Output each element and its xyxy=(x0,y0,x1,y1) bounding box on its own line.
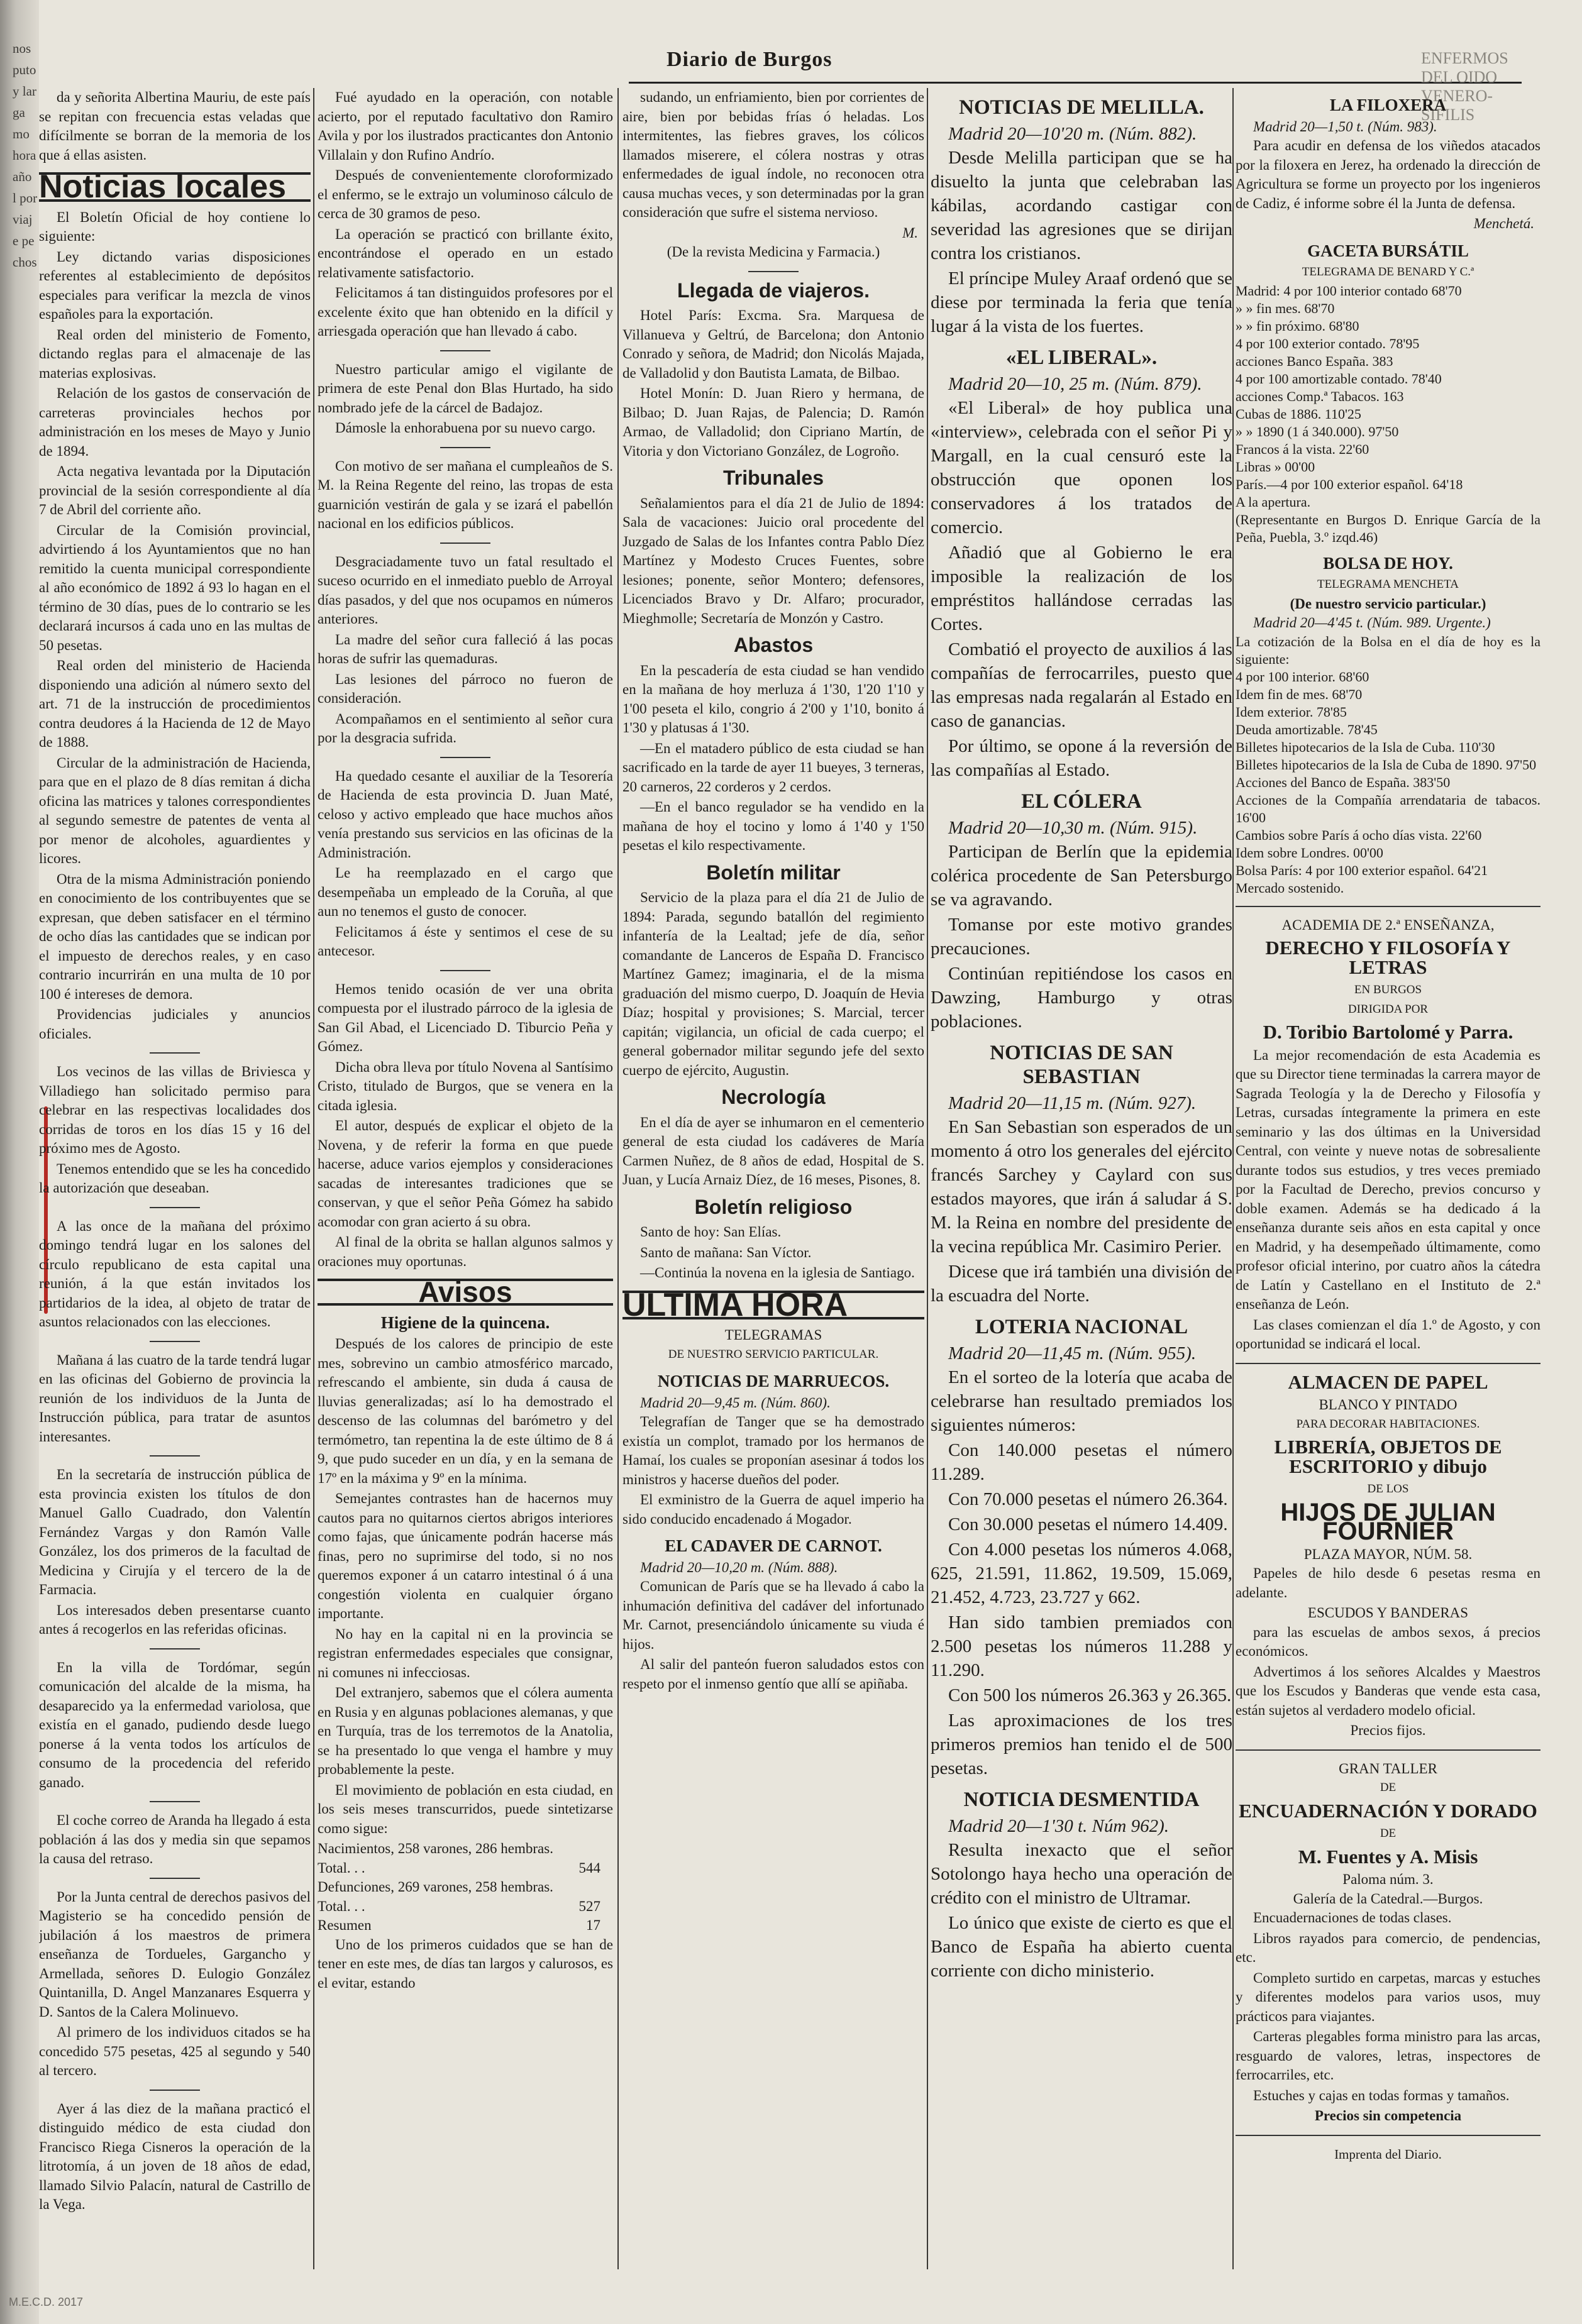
paragraph: da y señorita Albertina Mauriu, de este país se repitan con frecuencia estas veladas que difícilmente se borran de la memoria de los que á ellas asisten. xyxy=(39,89,311,163)
paragraph: Después de convenientemente cloroformizado el enfermo, se le extrajo un voluminoso cálculo de cerca de 30 gramos de peso. xyxy=(318,167,613,221)
separator-rule xyxy=(440,447,490,448)
separator-rule xyxy=(1236,1363,1541,1364)
advert-title: LIBRERÍA, OBJETOS DE ESCRITORIO y dibujo xyxy=(1274,1436,1502,1477)
paragraph: Real orden del ministerio de Fomento, dictando reglas para el almacenaje de las materias explosivas. xyxy=(39,326,311,381)
paragraph: La operación se practicó con brillante éxito, encontrándose el operado en un estado relativamente satisfactorio. xyxy=(318,226,613,280)
paragraph: Ayer á las diez de la mañana practicó el distinguido médico de esta ciudad don Francisco Riega Cisneros la operación de la litrotomía, á un joven de 18 años de edad, llamado Silvio Palacín, natural de Castrillo de la Vega. xyxy=(39,2100,311,2212)
section-heading: Noticias locales xyxy=(39,172,311,202)
statistics-label: Resumen xyxy=(318,1917,372,1933)
quotation-line: (Representante en Burgos D. Enrique García de la Peña, Puebla, 3.º izqd.46) xyxy=(1236,511,1541,545)
paragraph: Resulta inexacto que el señor Sotolongo haya hecho una operación de crédito con el ministro de Ultramar. xyxy=(931,1840,1232,1908)
news-headline: EL CÓLERA xyxy=(1021,790,1142,813)
dateline: Madrid 20—1'30 t. Núm 962). xyxy=(948,1816,1169,1836)
paragraph: Relación de los gastos de conservación de carreteras provinciales hechos por administración en los meses de Mayo y Junio de 1894. xyxy=(39,385,311,459)
paragraph: Con 140.000 pesetas el número 11.289. xyxy=(931,1440,1232,1484)
paragraph: Para acudir en defensa de los viñedos atacados por la filoxera en Jerez, ha ordenado la dirección de Agricultura se forme un proyecto por los ingenieros de Cadiz, é informe sobre él la Junta de defensa. xyxy=(1236,138,1541,211)
quotation-line: Libras » 00'00 xyxy=(1236,458,1315,475)
paragraph: El exministro de la Guerra de aquel imperio ha sido conducido encadenado á Mogador. xyxy=(622,1492,924,1527)
quotation-line: » » fin mes. 68'70 xyxy=(1236,300,1335,316)
paragraph: Libros rayados para comercio, de pendencias, etc. xyxy=(1236,1930,1541,1965)
advert-title: ALMACEN DE PAPEL xyxy=(1288,1370,1488,1393)
paragraph: Tenemos entendido que se les ha concedido la autorización que deseaban. xyxy=(39,1160,311,1196)
paragraph: Felicitamos á éste y sentimos el cese de su antecesor. xyxy=(318,923,613,959)
advert-title: ENCUADERNACIÓN Y DORADO xyxy=(1239,1799,1537,1822)
quotation-line: A la apertura. xyxy=(1236,493,1311,510)
statistics-label: Total. . . xyxy=(318,1898,365,1914)
paragraph: Los vecinos de las villas de Briviesca y Villadiego han solicitado permiso para celebrar en las respectivas localidades dos corridas de toros en los días 15 y 16 del próximo mes de Agosto. xyxy=(39,1064,311,1156)
centered-text: BLANCO Y PINTADO xyxy=(1319,1397,1458,1413)
section-heading: Llegada de viajeros. xyxy=(677,278,870,302)
paragraph: Combatió el proyecto de auxilios á las compañías de ferrocarriles, puesto que las empresas nada regalarán al Estado en caso de ganancias. xyxy=(931,639,1232,731)
paragraph: Mañana á las cuatro de la tarde tendrá lugar en las oficinas del Gobierno de provincia la reunión de los individuos de la Junta de Instrucción pública, para tratar de asuntos interesantes. xyxy=(39,1352,311,1445)
paragraph: Señalamientos para el día 21 de Julio de 1894: Sala de vacaciones: Juicio oral procedente del Juzgado de Salas de los Infantes contra Pablo Díez Martínez y Modesto Cruces Fuentes, sobre lesiones; ponente, señor Montero; defensores, Licenciados Bravo y Dr. Alfaro; procurador, Mieghmolle; Secretaría de Monzón y Castro. xyxy=(622,495,924,626)
paragraph: El coche correo de Aranda ha llegado á esta población á las dos y media sin que sepamos la causa del retraso. xyxy=(39,1812,311,1866)
column-3 xyxy=(622,88,924,2276)
paragraph: Tomanse por este motivo grandes precauciones. xyxy=(931,915,1232,959)
centered-text: GRAN TALLER xyxy=(1339,1760,1437,1776)
dateline: Madrid 20—10,30 m. (Núm. 915). xyxy=(948,818,1198,838)
statistics-label: Total. . . xyxy=(318,1859,365,1876)
separator-rule xyxy=(150,1648,200,1649)
quotation-line: Acciones de la Compañía arrendataria de tabacos. 16'00 xyxy=(1236,791,1541,825)
paragraph: A las once de la mañana del próximo domingo tendrá lugar en los salones del círculo republicano de esta capital una reunión, á la que están invitados los partidarios de la idea, al objeto de tratar de asuntos relacionados con las elecciones. xyxy=(39,1218,311,1330)
paragraph: Participan de Berlín que la epidemia colérica procedente de San Petersburgo se va agravando. xyxy=(931,842,1232,910)
paragraph: Estuches y cajas en todas formas y tamaños. xyxy=(1253,2087,1510,2103)
dateline: Madrid 20—11,45 m. (Núm. 955). xyxy=(948,1343,1197,1363)
paragraph: Al salir del panteón fueron saludados estos con respeto por el inmenso gentío que allí se apiñaba. xyxy=(622,1656,924,1692)
separator-rule xyxy=(748,271,799,272)
paragraph: «El Liberal» de hoy publica una «interview», celebrada con el señor Pi y Margall, en la cual censuró este la obstrucción que oponen los conservadores á los tratados de comercio. xyxy=(931,398,1232,537)
column-divider xyxy=(617,88,619,2269)
paragraph: Las aproximaciones de los tres primeros premios han tenido el de 500 pesetas. xyxy=(931,1710,1232,1778)
quotation-line: acciones Comp.ª Tabacos. 163 xyxy=(1236,388,1404,404)
quotation-line: Cambios sobre París á ocho días vista. 22'60 xyxy=(1236,827,1482,843)
paragraph: —En el matadero público de esta ciudad se han sacrificado en la tarde de ayer 11 bueyes, 3 terneras, 20 carneros, 22 corderos y 2 cerdos. xyxy=(622,740,924,795)
paragraph: No hay en la capital ni en la provincia se registran enfermedades especiales que consignar, ni comunes ni infecciosas. xyxy=(318,1626,613,1680)
paragraph: Semejantes contrastes han de hacernos muy cautos para no quitarnos ciertos abrigos interiores como fajas, que únicamente podrán hacerse más finas, pero no suprimirse del todo, si no nos queremos exponer á un catarro intestinal ó á una congestión violenta en cualquier órgano importante. xyxy=(318,1490,613,1621)
column-4 xyxy=(931,88,1232,2276)
news-headline: GACETA BURSÁTIL xyxy=(1307,241,1469,260)
paragraph: Han sido tambien premiados con 2.500 pesetas los números 11.288 y 11.290. xyxy=(931,1612,1232,1680)
paragraph: Las clases comienzan el día 1.º de Agosto, y con oportunidad se indicará el local. xyxy=(1236,1316,1541,1352)
dateline: Madrid 20—11,15 m. (Núm. 927). xyxy=(948,1093,1197,1113)
dateline: Madrid 20—9,45 m. (Núm. 860). xyxy=(640,1394,831,1411)
bold-line: Precios sin competencia xyxy=(1314,2108,1462,2123)
dateline: Madrid 20—10'20 m. (Núm. 882). xyxy=(948,124,1197,144)
paragraph: Papeles de hilo desde 6 pesetas resma en adelante. xyxy=(1236,1565,1541,1600)
statistics-value: 527 xyxy=(578,1898,600,1914)
separator-rule xyxy=(150,2090,200,2091)
advert-title: M. Fuentes y A. Misis xyxy=(1298,1845,1478,1868)
small-caps-line: DE NUESTRO SERVICIO PARTICULAR. xyxy=(668,1347,879,1361)
quotation-line: Acciones del Banco de España. 383'50 xyxy=(1236,774,1451,790)
paragraph: —En el banco regulador se ha vendido en la mañana de hoy el tocino y lomo á 1'40 y 1'50 pesetas el kilo respectivamente. xyxy=(622,799,924,853)
quotation-line: Cubas de 1886. 110'25 xyxy=(1236,405,1361,422)
signature: M. xyxy=(902,224,918,241)
quotation-line: París.—4 por 100 exterior español. 64'18 xyxy=(1236,476,1463,492)
centered-text: Paloma núm. 3. xyxy=(1342,1871,1434,1887)
statistics-row xyxy=(318,1839,613,1859)
section-heading: Necrología xyxy=(721,1086,826,1108)
news-headline: NOTICIA DESMENTIDA xyxy=(963,1788,1200,1811)
separator-rule xyxy=(1236,1749,1541,1751)
statistics-label: Defunciones, 269 varones, 258 hembras. xyxy=(318,1879,553,1895)
centered-text: ESCUDOS Y BANDERAS xyxy=(1307,1605,1469,1621)
separator-rule xyxy=(150,1878,200,1879)
advert-small-text: DE xyxy=(1380,1827,1397,1840)
paragraph: Santo de mañana: San Víctor. xyxy=(640,1244,812,1260)
quotation-line: Billetes hipotecarios de la Isla de Cuba. 110'30 xyxy=(1236,739,1495,755)
paragraph: Añadió que al Gobierno le era imposible la realización de los empréstitos hallándose cerradas las Cortes. xyxy=(931,542,1232,634)
quotation-line: » » fin próximo. 68'80 xyxy=(1236,317,1359,334)
paragraph: Al primero de los individuos citados se ha concedido 575 pesetas, 425 al segundo y 540 al tercero. xyxy=(39,2024,311,2078)
paragraph: En la pescadería de esta ciudad se han vendido en la mañana de hoy merluza á 1'30, 1'20 1'10 y 1'00 peseta el kilo, congrio á 2'00 y 1'10, bonito á 1'30 y platusas á 1'30. xyxy=(622,662,924,735)
paragraph: Dámosle la enhorabuena por su nuevo cargo. xyxy=(335,420,596,436)
quotation-line: Bolsa París: 4 por 100 exterior español. 64'21 xyxy=(1236,862,1488,878)
column-5 xyxy=(1236,88,1541,2276)
column-divider xyxy=(927,88,928,2269)
advert-title: DERECHO Y FILOSOFÍA Y LETRAS xyxy=(1265,937,1511,978)
quotation-line: 4 por 100 amortizable contado. 78'40 xyxy=(1236,370,1442,387)
paragraph: Desde Melilla participan que se ha disuelto la junta que celebraban las kábilas, acordando castigar con severidad las agresiones que se dirijan contra los cristianos. xyxy=(931,148,1232,263)
paragraph: El movimiento de población en esta ciudad, en los seis meses transcurridos, puede sintetizarse como sigue: xyxy=(318,1782,613,1836)
statistics-row xyxy=(318,1897,613,1917)
column-divider xyxy=(313,88,314,2269)
advert-small-text: DE LOS xyxy=(1367,1482,1409,1495)
section-heading: ULTIMA HORA xyxy=(622,1291,924,1320)
paragraph: —Continúa la novena en la iglesia de Santiago. xyxy=(640,1265,915,1280)
separator-rule xyxy=(150,1455,200,1457)
paragraph: El autor, después de explicar el objeto de la Novena, y de referir la forma en que puede hacerse, aduce varios ejemplos y consideraciones sacadas de interesantes tradiciones que se conservan, y que el señor Peña Gómez ha sabido acomodar con gran acierto á su obra. xyxy=(318,1118,613,1230)
separator-rule xyxy=(440,542,490,544)
paragraph: Fué ayudado en la operación, con notable acierto, por el reputado facultativo don Ramiro Avila y por los ilustrados practicantes don Antonio Villalain y don Rufino Andrío. xyxy=(318,89,613,163)
paragraph: En la villa de Tordómar, según comunicación del alcalde de la misma, ha desaparecido ya la enfermedad variolosa, que existía en el ganado, pudiendo desde luego ponerse á la venta todos los artículos de consumo de la procedencia del referido ganado. xyxy=(39,1659,311,1790)
paragraph: El Boletín Oficial de hoy contiene lo siguiente: xyxy=(39,209,311,244)
quotation-line: Madrid: 4 por 100 interior contado 68'70 xyxy=(1236,282,1462,299)
separator-rule xyxy=(150,1052,200,1054)
quotation-line: Francos á la vista. 22'60 xyxy=(1236,441,1369,457)
separator-rule xyxy=(440,350,490,351)
paragraph: Las lesiones del párroco no fueron de consideración. xyxy=(318,671,613,706)
quotation-line: Idem sobre Londres. 00'00 xyxy=(1236,844,1383,861)
paragraph: La mejor recomendación de esta Academia es que su Director tiene terminadas la carrera mayor de Sagrada Teología y la de Derecho y Filosofía y Letras, cursadas íntegramente la primera en este seminario y las dos últimas en la Universidad Central, con veinte y nueve notas de sobresaliente durante todos sus estudios, y tres veces premiado por la Facultad de Derecho, previos concurso y doble examen. Además se ha dedicado á la enseñanza durante seis años en esta capital y once en Madrid, y ha desempeñado últimamente, como profesor oficial interino, por cuatro años la cátedra de Latín y Castellano en el Instituto de 2.ª enseñanza de León. xyxy=(1236,1047,1541,1312)
advert-title: D. Toribio Bartolomé y Parra. xyxy=(1263,1021,1513,1043)
centered-text: Precios fijos. xyxy=(1350,1722,1426,1738)
paragraph: sudando, un enfriamiento, bien por corrientes de aire, bien por bebidas frías ó heladas. Los intermitentes, las fiebres graves, los cólicos llamados miserere, el cólera nostras y otras enfermedades de igual índole, no reconocen otra causa muchas veces, y son determinadas por la gran consideración que sufre el sistema nervioso. xyxy=(622,89,924,220)
paragraph: Uno de los primeros cuidados que se han de tener en este mes, de días tan largos y calurosos, es el evitar, estando xyxy=(318,1936,613,1991)
news-headline: Higiene de la quincena. xyxy=(380,1313,550,1332)
paragraph: para las escuelas de ambos sexos, á precios económicos. xyxy=(1236,1624,1541,1659)
separator-rule xyxy=(150,1801,200,1802)
paragraph: Circular de la administración de Hacienda, para que en el plazo de 8 días remitan á dicha oficina las matrices y talones correspondientes al segundo semestre de patentes de venta al por menor de alcoholes, aguardientes y licores. xyxy=(39,754,311,866)
small-caps-line: TELEGRAMA DE BENARD Y C.ª xyxy=(1302,265,1474,278)
previous-page-edge: nos puto y larga mo hora año l por viaje pechos xyxy=(13,41,38,270)
paragraph: Por la Junta central de derechos pasivos del Magisterio se ha concedido pensión de jubilación á los maestros de primera enseñanza de Tordueles, Gargancho y Armellada, señores D. Eulogio González Quintanilla, D. Angel Manzanares Esquerra y D. Santos de la Calera Molinuevo. xyxy=(39,1888,311,2020)
column-2 xyxy=(318,88,613,2276)
separator-rule xyxy=(440,757,490,758)
separator-rule xyxy=(1236,2135,1541,2136)
paragraph: Telegrafían de Tanger que se ha demostrado existía un complot, tramado por los hermanos de Hamaí, los cuales se proponían asesinar á todos los ministros y hacerse dueños del poder. xyxy=(622,1414,924,1487)
signature: Menchetá. xyxy=(1473,216,1534,231)
paragraph: Con motivo de ser mañana el cumpleaños de S. M. la Reina Regente del reino, las tropas de esta guarnición vestirán de gala y se izará el pabellón nacional en los edificios públicos. xyxy=(318,458,613,531)
section-heading: Boletín religioso xyxy=(694,1195,853,1218)
news-headline: NOTICIAS DE MARRUECOS. xyxy=(657,1372,890,1391)
paragraph: Desgraciadamente tuvo un fatal resultado el suceso ocurrido en el inmediato pueblo de Arroyal días pasados, y del que nos ocupamos en números anteriores. xyxy=(318,553,613,627)
paragraph: Advertimos á los señores Alcaldes y Maestros que los Escudos y Banderas que vende esta casa, están sujetos al verdadero modelo oficial. xyxy=(1236,1663,1541,1718)
statistics-value: 17 xyxy=(586,1917,600,1933)
archive-watermark: M.E.C.D. 2017 xyxy=(9,2296,84,2308)
separator-rule xyxy=(440,970,490,971)
dateline: Madrid 20—10,20 m. (Núm. 888). xyxy=(640,1559,838,1575)
section-heading: Boletín militar xyxy=(706,861,841,884)
separator-rule xyxy=(1236,906,1541,907)
quotation-line: La cotización de la Bolsa en el día de hoy es la siguiente: xyxy=(1236,633,1541,667)
column-1 xyxy=(39,88,311,2276)
small-caps-line: TELEGRAMA MENCHETA xyxy=(1317,578,1459,591)
paragraph: Del extranjero, sabemos que el cólera aumenta en Rusia y en algunas poblaciones alemanas, y que en Turquía, tras de los terremotos de la Anatolia, se ha presentado lo que venga el hambre y muy probablemente la peste. xyxy=(318,1685,613,1777)
centered-text: TELEGRAMAS xyxy=(724,1327,822,1343)
paragraph: Servicio de la plaza para el día 21 de Julio de 1894: Parada, segundo batallón del regimiento infantería de la Lealtad; jefe de día, señor comandante de Lanceros de España D. Francisco Martínez Gamez; imaginaria, el de la misma graduación del mismo cuerpo, D. Joaquín de Hevia Díaz; hospital y provisiones; S. Marcial, tercer capitán; vigilancia, un oficial de cada cuerpo; el general gobernador militar segundo jefe del sexto cuerpo de ejército, Augustin. xyxy=(622,889,924,1078)
paragraph: Los interesados deben presentarse cuanto antes á recogerlos en las referidas oficinas. xyxy=(39,1602,311,1637)
quotation-line: Mercado sostenido. xyxy=(1236,879,1344,896)
paragraph: Circular de la Comisión provincial, advirtiendo á los Ayuntamientos que no han remitido la cuenta municipal correspondiente al año económico de 1892 á 93 lo hagan en el término de 30 días, pues de lo contrario se les declarará incursos á cada uno en las multas de 50 pesetas. xyxy=(39,522,311,653)
statistics-label: Nacimientos, 258 varones, 286 hembras. xyxy=(318,1841,553,1856)
paragraph: Con 30.000 pesetas el número 14.409. xyxy=(948,1514,1228,1534)
quotation-line: Deuda amortizable. 78'45 xyxy=(1236,721,1378,737)
centered-text: ACADEMIA DE 2.ª ENSEÑANZA, xyxy=(1281,917,1495,933)
paragraph: Por último, se opone á la reversión de las compañías al Estado. xyxy=(931,736,1232,780)
dateline: Madrid 20—4'45 t. (Núm. 989. Urgente.) xyxy=(1253,615,1491,631)
paragraph: Dicha obra lleva por título Novena al Santísimo Cristo, titulado de Burgos, que se venera en la citada iglesia. xyxy=(318,1059,613,1113)
section-heading: Tribunales xyxy=(722,466,824,489)
paragraph: Con 70.000 pesetas el número 26.364. xyxy=(948,1489,1228,1509)
paragraph: Hotel París: Excma. Sra. Marquesa de Villanueva y Geltrú, de Barcelona; don Antonio Conrado y señora, de Madrid; don Nicolás Majada, de Valladolid y don Bautista Lamata, de Bilbao. xyxy=(622,307,924,381)
paragraph: Dicese que irá también una división de la escuadra del Norte. xyxy=(931,1262,1232,1306)
bleed-through-text: ENFERMOS DEL OIDO VENERO-SIFILIS xyxy=(1421,49,1508,124)
paragraph: Con 500 los números 26.363 y 26.365. xyxy=(948,1685,1232,1705)
paragraph: Comunican de París que se ha llevado á cabo la inhumación definitiva del cadáver del infortunado Mr. Carnot, presenciándolo únicamente su viuda é hijos. xyxy=(622,1578,924,1652)
paragraph: Al final de la obrita se hallan algunos salmos y oraciones muy oportunas. xyxy=(318,1234,613,1269)
news-headline: EL CADAVER DE CARNOT. xyxy=(665,1536,882,1555)
paragraph: Con 4.000 pesetas los números 4.068, 625, 21.591, 11.862, 19.509, 15.069, 21.452, 4.723, 23.727 y 662. xyxy=(931,1539,1232,1607)
paragraph: Ha quedado cesante el auxiliar de la Tesorería de Hacienda de esta provincia D. Juan Maté, celoso y activo empleado que hace muchos años venía prestando sus servicios en las oficinas de la Administración. xyxy=(318,768,613,861)
paragraph: Completo surtido en carpetas, marcas y estuches y diferentes modelos para varios usos, muy prácticos para viajantes. xyxy=(1236,1969,1541,2024)
paragraph: Acompañamos en el sentimiento al señor cura por la desgracia sufrida. xyxy=(318,710,613,746)
quotation-line: 4 por 100 exterior contado. 78'95 xyxy=(1236,335,1420,351)
statistics-value: 544 xyxy=(578,1859,600,1876)
paragraph: Santo de hoy: San Elías. xyxy=(640,1224,782,1240)
news-headline: LA FILOXERA xyxy=(1329,96,1447,114)
quotation-line: Idem fin de mes. 68'70 xyxy=(1236,686,1363,702)
centered-text: (De la revista Medicina y Farmacia.) xyxy=(667,244,880,260)
news-headline: BOLSA DE HOY. xyxy=(1323,553,1453,573)
quotation-line: Billetes hipotecarios de la Isla de Cuba de 1890. 97'50 xyxy=(1236,756,1537,773)
printer-credit: Imprenta del Diario. xyxy=(1334,2146,1442,2162)
paragraph: En San Sebastian son esperados de un momento á otro los generales del ejército francés Sarchey y Caylard con sus estados mayores, que irán á saludar á S. M. la Reina en nombre del presidente de la vecina república Mr. Casimiro Perier. xyxy=(931,1117,1232,1257)
page-title: Diario de Burgos xyxy=(667,48,832,71)
centered-text: Galería de la Catedral.—Burgos. xyxy=(1293,1890,1483,1907)
paragraph: En el día de ayer se inhumaron en el cementerio general de esta ciudad los cadáveres de María Carmen Nuñez, de 8 años de edad, Hospital de S. Juan, y Lucía Arnaiz Díez, de 16 meses, Pisones, 8. xyxy=(622,1114,924,1187)
paragraph: Encuadernaciones de todas clases. xyxy=(1253,1910,1452,1925)
paragraph: Le ha reemplazado en el cargo que desempeñaba un empleado de la Coruña, al que aun no tenemos el gusto de conocer. xyxy=(318,865,613,919)
dateline: Madrid 20—1,50 t. (Núm. 983). xyxy=(1253,118,1437,135)
advert-small-text: EN BURGOS xyxy=(1354,983,1422,996)
paragraph: Lo único que existe de cierto es que el Banco de España ha abierto cuenta corriente con dicho ministerio. xyxy=(931,1913,1232,1981)
section-heading: Avisos xyxy=(318,1279,613,1306)
paragraph: En el sorteo de la lotería que acaba de celebrarse han resultado premiados los siguientes números: xyxy=(931,1367,1232,1435)
paragraph: Felicitamos á tan distinguidos profesores por el excelente éxito que han obtenido en la difícil y arriesgada operación que han llevado á cabo. xyxy=(318,285,613,339)
paragraph: Providencias judiciales y anuncios oficiales. xyxy=(39,1006,311,1042)
paragraph: Ley dictando varias disposiciones referentes al establecimiento de depósitos especiales para verificar la mezcla de vinos españoles para la exportación. xyxy=(39,248,311,322)
dateline: Madrid 20—10, 25 m. (Núm. 879). xyxy=(948,374,1202,394)
paragraph: Nuestro particular amigo el vigilante de primera de este Penal don Blas Hurtado, ha sido nombrado jefe de la cárcel de Badajoz. xyxy=(318,361,613,416)
paragraph: Otra de la misma Administración poniendo en conocimiento de los contribuyentes que se expresan, que deben satisfacer en el término de ocho días las cantidades que se indican por el impuesto de derechos reales, y en caso contrario incurrirán en una multa de 10 por 100 é intereses de demora. xyxy=(39,871,311,1002)
bold-line: (De nuestro servicio particular.) xyxy=(1290,595,1486,612)
separator-rule xyxy=(150,1341,200,1342)
advert-small-text: DE xyxy=(1380,1781,1397,1794)
news-headline: NOTICIAS DE SAN SEBASTIAN xyxy=(990,1042,1173,1088)
quotation-line: Idem exterior. 78'85 xyxy=(1236,703,1347,720)
paragraph: En la secretaría de instrucción pública de esta provincia existen los títulos de don Manuel Gallo Cuadrado, don Valentín Fernández Vargas y don Ramón Valle González, los dos primeros de la facultad de Medicina y Cirujía y el tercero de la de Farmacia. xyxy=(39,1467,311,1597)
paragraph: Acta negativa levantada por la Diputación provincial de la sesión correspondiente al día 7 de Abril del corriente año. xyxy=(39,463,311,517)
centered-text: PLAZA MAYOR, NÚM. 58. xyxy=(1303,1546,1473,1562)
quotation-line: acciones Banco España. 383 xyxy=(1236,353,1393,369)
paragraph: Real orden del ministerio de Hacienda disponiendo una adición al número sexto del art. 71 de la instrucción de procedimientos contra deudores á la Hacienda de 12 de Mayo de 1888. xyxy=(39,658,311,750)
statistics-row xyxy=(318,1878,613,1897)
separator-rule xyxy=(150,1207,200,1208)
quotation-line: » » 1890 (1 á 340.000). 97'50 xyxy=(1236,423,1399,439)
paragraph: Continúan repitiéndose los casos en Dawzing, Hamburgo y otras poblaciones. xyxy=(931,964,1232,1032)
paragraph: Hemos tenido ocasión de ver una obrita compuesta por el ilustrado párroco de la iglesia de San Gil Abad, el Licenciado D. Tiburcio Peña y Gómez. xyxy=(318,981,613,1054)
news-headline: NOTICIAS DE MELILLA. xyxy=(959,96,1204,119)
paragraph: La madre del señor cura falleció á las pocas horas de sufrir las quemaduras. xyxy=(318,631,613,666)
news-headline: LOTERIA NACIONAL xyxy=(975,1316,1188,1338)
quotation-line: 4 por 100 interior. 68'60 xyxy=(1236,668,1369,685)
paragraph: El príncipe Muley Araaf ordenó que se diese por terminada la feria que tenía lugar á la vista de los fuertes. xyxy=(931,268,1232,336)
paragraph: Hotel Monín: D. Juan Riero y hermana, de Bilbao; D. Juan Rajas, de Palencia; D. Ramón Armao, de Valladolid; don Cipriano Martín, de Vitoria y don Victoriano González, de Logroño. xyxy=(622,385,924,459)
paragraph: Después de los calores de principio de este mes, sobrevino un cambio atmosférico marcado, refrescando el ambiente, sin duda á causa de lluvias generalizadas; así lo ha demostrado el descenso de las columnas del barómetro y del termómetro, tan repentina la de este último de 8 á 9, que pudo suceder en un día, y en la semana de 17º en la máxima y 9º en la mínima. xyxy=(318,1336,613,1486)
column-divider xyxy=(1232,88,1234,2269)
section-heading: Abastos xyxy=(733,634,814,656)
advert-small-text: DIRIGIDA POR xyxy=(1347,1002,1429,1016)
statistics-row xyxy=(318,1916,613,1936)
advert-small-text: PARA DECORAR HABITACIONES. xyxy=(1296,1417,1480,1431)
statistics-row xyxy=(318,1859,613,1878)
news-headline: «EL LIBERAL». xyxy=(1005,346,1158,369)
paragraph: Carteras plegables forma ministro para las arcas, resguardo de valores, letras, inspectores de ferrocarriles, etc. xyxy=(1236,2029,1541,2083)
advert-name: HIJOS DE JULIAN FOURNIER xyxy=(1280,1498,1496,1545)
